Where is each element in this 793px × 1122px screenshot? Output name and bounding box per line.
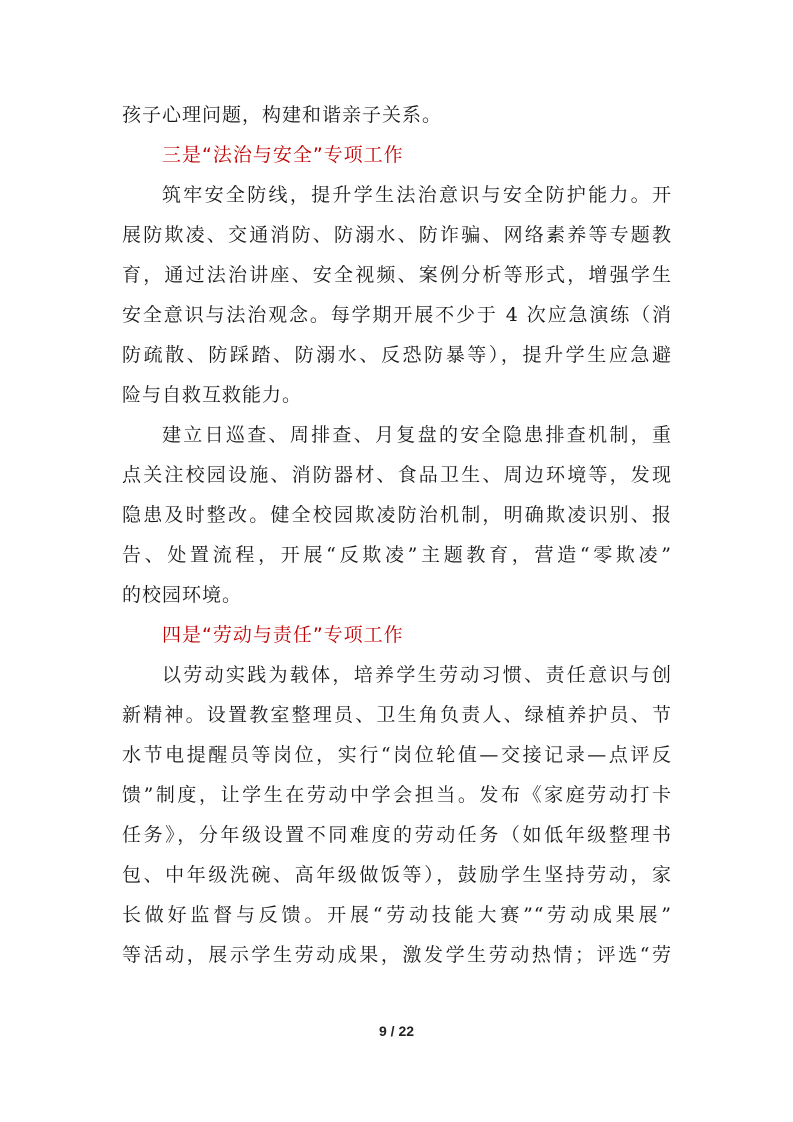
paragraph-line: 以劳动实践为载体，培养学生劳动习惯、责任意识与创 [162, 664, 672, 686]
paragraph-line: 险与自救互救能力。 [122, 384, 303, 406]
paragraph-line: 安全意识与法治观念。每学期开展不少于 4 次应急演练（消 [122, 304, 672, 326]
paragraph-line: 水节电提醒员等岗位，实行“岗位轮值—交接记录—点评反 [122, 744, 672, 766]
paragraph-line: 包、中年级洗碗、高年级做饭等），鼓励学生坚持劳动，家 [122, 864, 672, 886]
paragraph-line: 长做好监督与反馈。开展“劳动技能大赛”“劳动成果展” [122, 904, 672, 926]
paragraph-line: 育，通过法治讲座、安全视频、案例分析等形式，增强学生 [122, 264, 672, 286]
paragraph-line: 的校园环境。 [122, 584, 243, 606]
paragraph-line: 任务》，分年级设置不同难度的劳动任务（如低年级整理书 [122, 824, 672, 846]
section-heading-3: 三是“法治与安全”专项工作 [162, 144, 404, 166]
paragraph-line: 隐患及时整改。健全校园欺凌防治机制，明确欺凌识别、报 [122, 504, 672, 526]
paragraph-line: 告、处置流程，开展“反欺凌”主题教育，营造“零欺凌” [122, 544, 672, 566]
section-3-paragraph-2 [122, 415, 672, 615]
paragraph-line: 建立日巡查、周排查、月复盘的安全隐患排查机制，重 [162, 424, 672, 446]
section-4-paragraph-1 [122, 655, 672, 975]
document-page [122, 95, 672, 975]
section-heading-4: 四是“劳动与责任”专项工作 [162, 624, 404, 646]
paragraph-line: 等活动，展示学生劳动成果，激发学生劳动热情；评选“劳 [122, 944, 672, 966]
paragraph-line: 筑牢安全防线，提升学生法治意识与安全防护能力。开 [162, 184, 672, 206]
paragraph-line: 新精神。设置教室整理员、卫生角负责人、绿植养护员、节 [122, 704, 672, 726]
paragraph-line: 防疏散、防踩踏、防溺水、反恐防暴等），提升学生应急避 [122, 344, 672, 366]
paragraph-line: 点关注校园设施、消防器材、食品卫生、周边环境等，发现 [122, 464, 672, 486]
paragraph-line: 孩子心理问题，构建和谐亲子关系。 [122, 104, 443, 126]
paragraph-line: 馈”制度，让学生在劳动中学会担当。发布《家庭劳动打卡 [122, 784, 672, 806]
page-number: 9 / 22 [378, 1023, 415, 1039]
section-3-paragraph-1 [122, 175, 672, 415]
paragraph-line: 展防欺凌、交通消防、防溺水、防诈骗、网络素养等专题教 [122, 224, 672, 246]
